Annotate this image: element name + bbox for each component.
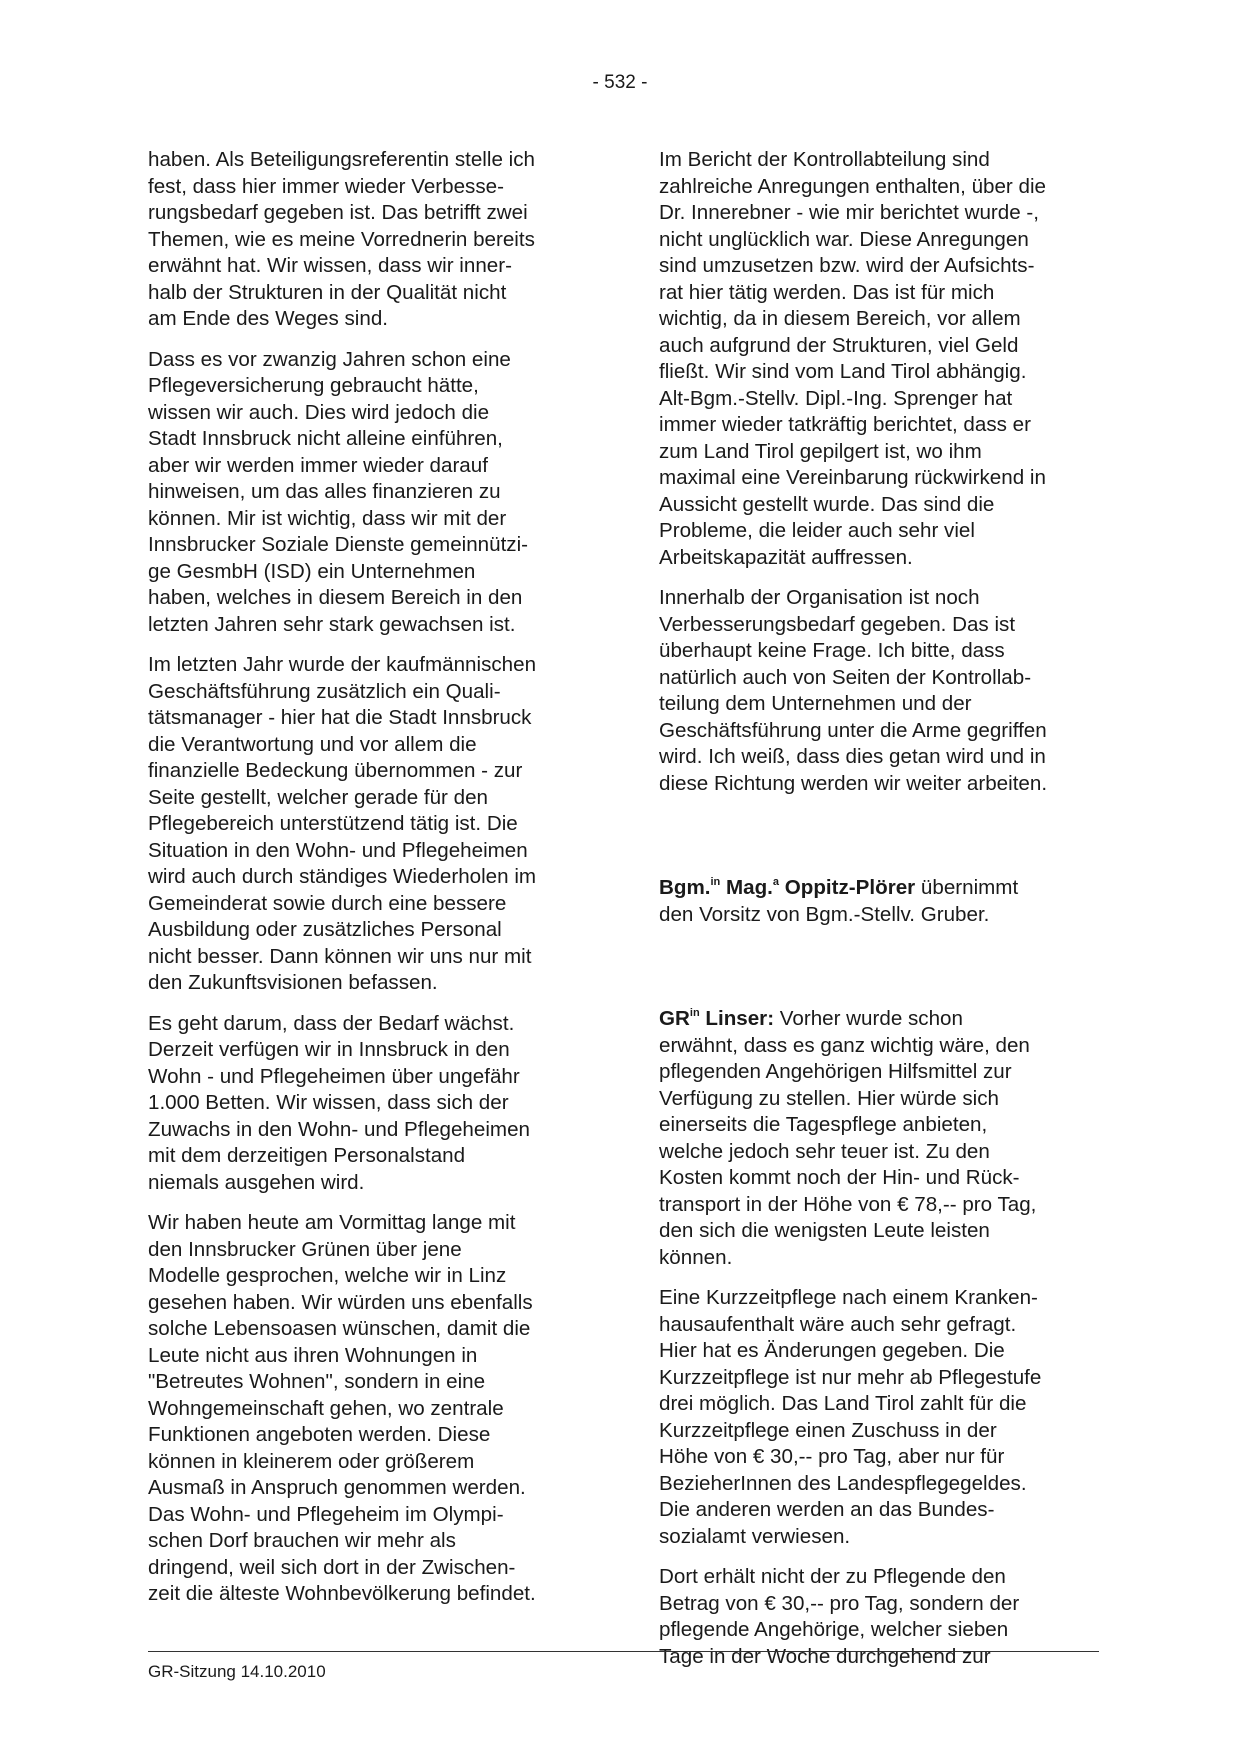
text-line: zum Land Tirol gepilgert ist, wo ihm — [659, 439, 982, 463]
text-line: haben. Als Beteiligungsreferentin stelle ich — [148, 148, 535, 171]
text-line: ge GesmbH (ISD) ein Unternehmen — [148, 559, 476, 583]
text-line: wissen wir auch. Dies wird jedoch die — [148, 400, 490, 424]
text-line: hausaufenthalt wäre auch sehr gefragt. — [659, 1312, 1017, 1336]
text-line: Leute nicht aus ihren Wohnungen in — [148, 1343, 478, 1367]
text-line: wird. Ich weiß, dass dies getan wird und in — [659, 745, 1046, 768]
text-line: letzten Jahren sehr stark gewachsen ist. — [148, 612, 516, 636]
text-line: Hier hat es Änderungen gegeben. Die — [659, 1339, 1005, 1362]
text-line: fest, dass hier immer wieder Verbesse- — [148, 174, 504, 198]
text-line: pflegenden Angehörigen Hilfsmittel zur — [659, 1060, 1012, 1083]
text-line: Kosten kommt noch der Hin- und Rück- — [659, 1166, 1020, 1189]
text-line: Ausbildung oder zusätzliches Personal — [148, 918, 502, 941]
text-line: Zuwachs in den Wohn- und Pflegeheimen — [148, 1117, 530, 1141]
text-line: fließt. Wir sind vom Land Tirol abhängig. — [659, 360, 1027, 383]
chair-notice-line-2: den Vorsitz von Bgm.-Stellv. Gruber. — [659, 902, 990, 926]
text-line: den Zukunftsvisionen befassen. — [148, 971, 438, 994]
speaker-title: Bgm.$^{in}$ Mag.$^a$ Oppitz-Plörer — [659, 876, 916, 899]
text-line: Innsbrucker Soziale Dienste gemeinnützi- — [148, 533, 529, 556]
text-line: Kurzzeitpflege einen Zuschuss in der — [659, 1418, 997, 1442]
speaker-name: $GR^{in}$ Linser: — [659, 1007, 775, 1030]
text-line: die Verantwortung und vor allem die — [148, 732, 477, 756]
text-line: Höhe von € 30,-- pro Tag, aber nur für — [659, 1445, 1005, 1468]
text-line: rat hier tätig werden. Das ist für mich — [659, 280, 995, 304]
footer-session-date: GR-Sitzung 14.10.2010 — [148, 1662, 326, 1681]
text-line: halb der Strukturen in der Qualität nicht — [148, 280, 507, 304]
text-line: Kurzzeitpflege ist nur mehr ab Pflegestufe — [659, 1365, 1042, 1389]
text-line: mit dem derzeitigen Personalstand — [148, 1144, 466, 1167]
page-number: - 532 - — [592, 72, 648, 93]
text-line: 1.000 Betten. Wir wissen, dass sich der — [148, 1091, 509, 1114]
right-column-paragraph — [659, 1564, 1097, 1670]
text-line: Verfügung zu stellen. Hier würde sich — [659, 1086, 999, 1110]
right-column-paragraph — [659, 147, 1097, 571]
left-column — [148, 147, 586, 1622]
text-line: drei möglich. Das Land Tirol zahlt für die — [659, 1392, 1027, 1415]
text-line: maximal eine Vereinbarung rückwirkend in — [659, 466, 1046, 489]
text-line: Betrag von € 30,-- pro Tag, sondern der — [659, 1591, 1020, 1615]
text-line: Geschäftsführung zusätzlich ein Quali- — [148, 679, 501, 703]
text-line: können in kleinerem oder größerem — [148, 1449, 475, 1473]
text-line: haben, welches in diesem Bereich in den — [148, 586, 523, 609]
text-line: Verbesserungsbedarf gegeben. Das ist — [659, 612, 1016, 636]
text-line: können. — [659, 1245, 733, 1269]
text-line: Wohngemeinschaft gehen, wo zentrale — [148, 1396, 504, 1420]
text-line: den Innsbrucker Grünen über jene — [148, 1237, 462, 1261]
text-line: niemals ausgehen wird. — [148, 1170, 365, 1194]
right-column-paragraph — [659, 1285, 1097, 1550]
chair-notice-line-1: Bgm.$^{in}$ Mag.$^a$ Oppitz-Plörer übernimmt — [659, 876, 1019, 899]
text-line: Dass es vor zwanzig Jahren schon eine — [148, 347, 511, 371]
text-line: sozialamt verwiesen. — [659, 1524, 851, 1548]
left-column-paragraph — [148, 147, 586, 333]
spacer — [659, 811, 1097, 875]
left-column-paragraph — [148, 1210, 586, 1608]
text-line: Geschäftsführung unter die Arme gegriffen — [659, 718, 1047, 742]
linser-speech-paragraph — [659, 1006, 1097, 1271]
text-line: Es geht darum, dass der Bedarf wächst. — [148, 1011, 515, 1035]
text-line: transport in der Höhe von € 78,-- pro Tag, — [659, 1192, 1037, 1216]
text-line: können. Mir ist wichtig, dass wir mit der — [148, 506, 507, 530]
text-line: Das Wohn- und Pflegeheim im Olympi- — [148, 1502, 504, 1526]
text-line: tätsmanager - hier hat die Stadt Innsbruck — [148, 706, 532, 729]
text-line: natürlich auch von Seiten der Kontrollab- — [659, 665, 1032, 689]
text-line: Aussicht gestellt wurde. Das sind die — [659, 492, 995, 516]
chair-change-notice — [659, 875, 1097, 928]
left-column-paragraph — [148, 1011, 586, 1197]
left-column-paragraph — [148, 652, 586, 997]
text-line: zahlreiche Anregungen enthalten, über die — [659, 174, 1046, 198]
text-line: schen Dorf brauchen wir mehr als — [148, 1529, 456, 1552]
right-column-intro-paragraphs — [659, 147, 1097, 797]
right-column-paragraph — [659, 585, 1097, 797]
text-line: einerseits die Tagespflege anbieten, — [659, 1113, 988, 1136]
right-column-closing-paragraphs — [659, 1285, 1097, 1670]
text-line: nicht besser. Dann können wir uns nur mit — [148, 944, 532, 968]
text-line: rungsbedarf gegeben ist. Das betrifft zwei — [148, 201, 528, 224]
text-line: Alt-Bgm.-Stellv. Dipl.-Ing. Sprenger hat — [659, 386, 1013, 410]
text-line: diese Richtung werden wir weiter arbeiten. — [659, 771, 1048, 795]
text-line: wichtig, da in diesem Bereich, vor allem — [659, 307, 1021, 330]
text-line: Pflegebereich unterstützend tätig ist. Die — [148, 812, 518, 835]
text-line: pflegende Angehörige, welcher sieben — [659, 1618, 1009, 1641]
text-line: Funktionen angeboten werden. Diese — [148, 1423, 491, 1446]
text-line: Tage in der Woche durchgehend zur — [659, 1644, 991, 1668]
text-line: Gemeinderat sowie durch eine bessere — [148, 891, 507, 915]
text-line: "Betreutes Wohnen", sondern in eine — [148, 1370, 486, 1393]
text-line: nicht unglücklich war. Diese Anregungen — [659, 227, 1029, 251]
text-line: solche Lebensoasen wünschen, damit die — [148, 1317, 531, 1340]
text-line: finanzielle Bedeckung übernommen - zur — [148, 759, 523, 782]
text-line: Seite gestellt, welcher gerade für den — [148, 785, 488, 809]
text-line: Wir haben heute am Vormittag lange mit — [148, 1211, 516, 1234]
text-line: erwähnt, dass es ganz wichtig wäre, den — [659, 1033, 1030, 1057]
text-line: Modelle gesprochen, welche wir in Linz — [148, 1264, 507, 1287]
text-line: hinweisen, um das alles finanzieren zu — [148, 480, 501, 503]
text-line: Dort erhält nicht der zu Pflegende den — [659, 1565, 1006, 1588]
text-line: sind umzusetzen bzw. wird der Aufsichts- — [659, 254, 1035, 277]
text-line: Wohn - und Pflegeheimen über ungefähr — [148, 1064, 520, 1088]
text-line: Die anderen werden an das Bundes- — [659, 1498, 995, 1521]
footer-rule — [148, 1651, 1099, 1652]
text-line: Probleme, die leider auch sehr viel — [659, 519, 975, 542]
text-line: zeit die älteste Wohnbevölkerung befindet. — [148, 1582, 536, 1605]
text-line: wird auch durch ständiges Wiederholen im — [148, 865, 537, 888]
text-line: Pflegeversicherung gebraucht hätte, — [148, 374, 479, 397]
text-line: Im Bericht der Kontrollabteilung sind — [659, 148, 990, 171]
text-line: teilung dem Unternehmen und der — [659, 692, 972, 715]
text-line: erwähnt hat. Wir wissen, dass wir inner- — [148, 254, 512, 277]
text-line: Dr. Innerebner - wie mir berichtet wurde -, — [659, 201, 1039, 224]
left-column-paragraph — [148, 347, 586, 639]
text-line: welche jedoch sehr teuer ist. Zu den — [659, 1139, 990, 1163]
text-line: den sich die wenigsten Leute leisten — [659, 1219, 990, 1242]
text-line: Stadt Innsbruck nicht alleine einführen, — [148, 427, 503, 450]
text-line: Situation in den Wohn- und Pflegeheimen — [148, 838, 528, 862]
text-line: Ausmaß in Anspruch genommen werden. — [148, 1476, 526, 1499]
spacer — [659, 942, 1097, 1006]
text-line: aber wir werden immer wieder darauf — [148, 453, 488, 477]
text-line: Innerhalb der Organisation ist noch — [659, 586, 980, 609]
text-line: Im letzten Jahr wurde der kaufmännischen — [148, 653, 537, 676]
text-line: am Ende des Weges sind. — [148, 307, 389, 330]
text-line: auch aufgrund der Strukturen, viel Geld — [659, 333, 1019, 357]
text-line: Arbeitskapazität auffressen. — [659, 545, 913, 569]
right-column — [659, 147, 1097, 1684]
text-line: überhaupt keine Frage. Ich bitte, dass — [659, 639, 1005, 662]
text-line: Eine Kurzzeitpflege nach einem Kranken- — [659, 1286, 1038, 1309]
text-line: Themen, wie es meine Vorrednerin bereits — [148, 227, 535, 251]
text-line: gesehen haben. Wir würden uns ebenfalls — [148, 1290, 533, 1314]
text-line: dringend, weil sich dort in der Zwischen- — [148, 1555, 516, 1579]
text-line: immer wieder tatkräftig berichtet, dass er — [659, 413, 1031, 436]
linser-speech-line-1: $GR^{in}$ Linser: Vorher wurde schon — [659, 1007, 963, 1030]
text-line: BezieherInnen des Landespflegegeldes. — [659, 1471, 1027, 1495]
text-line: Derzeit verfügen wir in Innsbruck in den — [148, 1038, 510, 1061]
